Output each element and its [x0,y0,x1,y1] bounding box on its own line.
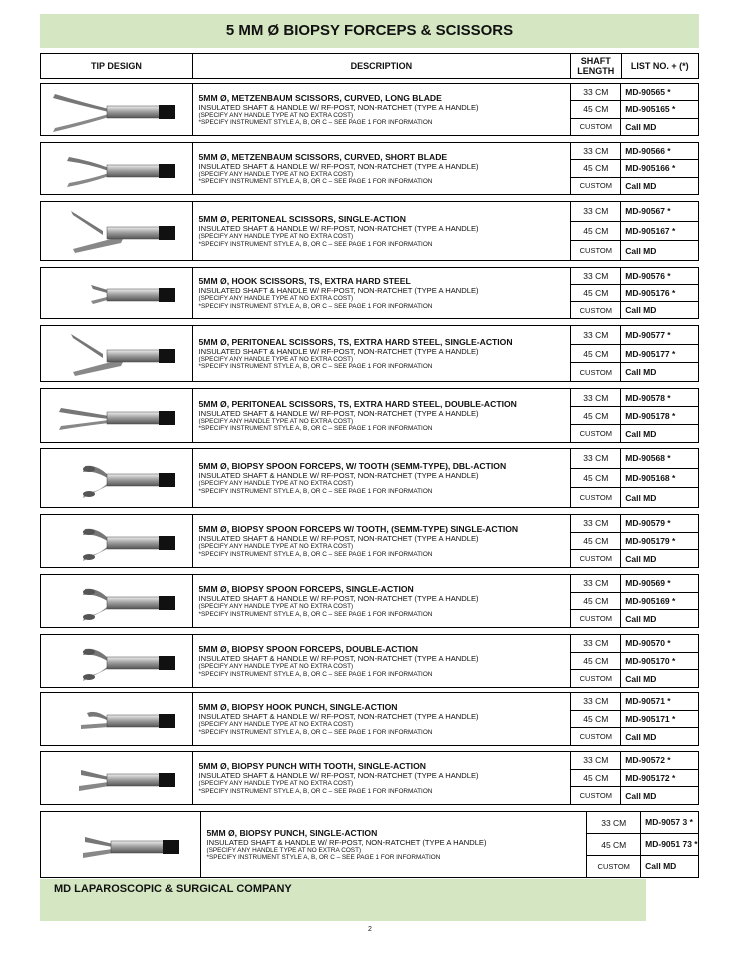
biopsy-spoon-forceps-icon [41,635,193,687]
list-number-cells [621,449,698,507]
list-number: MD-90569 * [621,575,698,593]
product-line-handle: (SPECIFY ANY HANDLE TYPE AT NO EXTRA COST) [198,111,354,119]
product-row [40,751,699,805]
shaft-length: 45 CM [571,101,620,118]
product-name: 5MM Ø, BIOPSY SPOON FORCEPS W/ TOOTH, (SEMM-TYPE) SINGLE-ACTION [198,524,519,534]
shaft-length: CUSTOM [579,122,612,132]
list-number: MD-905176 * [621,285,698,302]
shaft-length-cells [571,326,621,381]
table-header [40,53,699,79]
product-line-style: *SPECIFY INSTRUMENT STYLE A, B, OR C – SEE PAGE 1 FOR INFORMATION [198,425,433,432]
product-description [193,575,572,627]
list-number-cells [621,693,698,745]
list-number: MD-9051 73 * [641,834,698,856]
list-number: MD-905167 * [621,222,698,242]
product-description [193,752,572,804]
list-number: MD-90567 * [621,202,698,222]
list-number: MD-9057 3 * [641,812,698,834]
list-number: MD-905165 * [621,101,698,118]
page-title: 5 MM Ø BIOPSY FORCEPS & SCISSORS [40,14,699,48]
product-line-shaft: INSULATED SHAFT & HANDLE W/ RF-POST, NON-RATCHET (TYPE A HANDLE) [198,346,479,356]
product-description [193,635,572,687]
product-name: 5MM Ø, METZENBAUM SCISSORS, CURVED, SHORT BLADE [198,151,448,162]
peritoneal-scissors-icon [41,326,193,381]
shaft-length: CUSTOM [597,862,630,871]
shaft-length: CUSTOM [579,554,612,564]
product-name: 5MM Ø, PERITONEAL SCISSORS, TS, EXTRA HARD STEEL, SINGLE-ACTION [198,336,513,347]
shaft-length: CUSTOM [579,305,612,315]
list-number-cells [621,268,698,318]
list-number: MD-90566 * [621,143,698,160]
shaft-length: 33 CM [571,515,620,533]
product-description [201,812,588,877]
hook-scissors-icon [41,268,193,318]
shaft-length-cells [571,575,621,627]
shaft-length-cells [571,143,621,194]
product-line-handle: (SPECIFY ANY HANDLE TYPE AT NO EXTRA COST) [198,721,354,728]
product-row [40,83,699,136]
shaft-length: 33 CM [571,575,620,593]
list-number: Call MD [625,245,657,256]
footer [40,879,646,921]
shaft-length: 33 CM [571,143,620,160]
product-name: 5MM Ø, METZENBAUM SCISSORS, CURVED, LONG BLADE [198,92,442,103]
list-number: MD-905168 * [621,469,698,489]
list-number: Call MD [625,553,657,564]
product-line-handle: (SPECIFY ANY HANDLE TYPE AT NO EXTRA COST) [206,846,362,854]
shaft-length: CUSTOM [579,246,612,256]
shaft-length: 33 CM [571,389,620,407]
list-number: Call MD [645,861,677,871]
shaft-length: 33 CM [571,635,620,653]
shaft-length: 45 CM [587,834,640,856]
shaft-length: 33 CM [571,449,620,469]
product-line-style: *SPECIFY INSTRUMENT STYLE A, B, OR C – SEE PAGE 1 FOR INFORMATION [198,302,433,310]
list-number: MD-905172 * [621,770,698,788]
product-name: 5MM Ø, HOOK SCISSORS, TS, EXTRA HARD STEEL [198,276,411,286]
product-line-shaft: INSULATED SHAFT & HANDLE W/ RF-POST, NON-RATCHET (TYPE A HANDLE) [198,771,479,780]
product-line-handle: (SPECIFY ANY HANDLE TYPE AT NO EXTRA COST) [198,417,354,425]
shaft-length: CUSTOM [579,429,612,438]
list-number-cells [621,635,698,687]
product-row [40,514,699,568]
list-number: MD-90579 * [621,515,698,533]
list-number: Call MD [625,180,657,191]
product-line-handle: (SPECIFY ANY HANDLE TYPE AT NO EXTRA COST) [198,295,354,302]
header-shaft-length: SHAFT LENGTH [571,54,622,78]
shaft-length: CUSTOM [579,674,612,684]
product-line-handle: (SPECIFY ANY HANDLE TYPE AT NO EXTRA COST) [198,663,354,670]
shaft-length: CUSTOM [579,614,612,624]
peritoneal-scissors-icon [41,202,193,260]
list-number-cells [641,812,698,877]
shaft-length: 45 CM [571,533,620,551]
product-description [193,515,572,567]
list-number: MD-905169 * [621,593,698,611]
product-line-handle: (SPECIFY ANY HANDLE TYPE AT NO EXTRA COST) [198,233,354,240]
product-line-style: *SPECIFY INSTRUMENT STYLE A, B, OR C – SEE PAGE 1 FOR INFORMATION [198,787,433,795]
list-number: MD-905177 * [621,345,698,364]
list-number: Call MD [625,790,657,801]
list-number: Call MD [625,305,657,315]
list-number-cells [621,515,698,567]
product-line-style: *SPECIFY INSTRUMENT STYLE A, B, OR C – SEE PAGE 1 FOR INFORMATION [198,728,433,736]
product-line-shaft: INSULATED SHAFT & HANDLE W/ RF-POST, NON-RATCHET (TYPE A HANDLE) [198,534,479,543]
list-number: MD-90576 * [621,268,698,285]
product-line-style: *SPECIFY INSTRUMENT STYLE A, B, OR C – SEE PAGE 1 FOR INFORMATION [198,119,433,126]
product-line-shaft: INSULATED SHAFT & HANDLE W/ RF-POST, NON-RATCHET (TYPE A HANDLE) [198,224,479,233]
product-description [193,84,572,135]
product-row [40,448,699,508]
list-number: Call MD [625,367,657,378]
product-row [40,811,699,878]
product-name: 5MM Ø, BIOPSY SPOON FORCEPS, DOUBLE-ACTION [198,644,419,654]
product-name: 5MM Ø, BIOPSY HOOK PUNCH, SINGLE-ACTION [198,702,398,712]
shaft-length: CUSTOM [579,791,612,801]
list-number-cells [621,202,698,260]
scissors-curved-long-icon [41,84,193,135]
shaft-length: CUSTOM [579,493,612,503]
shaft-length: 45 CM [571,770,620,788]
list-number-cells [621,326,698,381]
product-line-handle: (SPECIFY ANY HANDLE TYPE AT NO EXTRA COST) [198,780,354,787]
page-number: 2 [368,926,372,933]
product-description [193,326,572,381]
shaft-length: 33 CM [571,84,620,101]
biopsy-punch-icon [41,812,201,877]
list-number: MD-90565 * [621,84,698,101]
list-number: Call MD [625,492,657,503]
product-row [40,388,699,443]
product-description [193,202,572,260]
list-number: MD-90570 * [621,635,698,653]
list-number: Call MD [625,613,657,624]
product-line-style: *SPECIFY INSTRUMENT STYLE A, B, OR C – SEE PAGE 1 FOR INFORMATION [198,363,433,370]
product-line-style: *SPECIFY INSTRUMENT STYLE A, B, OR C – SEE PAGE 1 FOR INFORMATION [198,670,433,678]
list-number: MD-90572 * [621,752,698,770]
product-name: 5MM Ø, BIOPSY PUNCH WITH TOOTH, SINGLE-ACTION [198,761,426,771]
product-line-shaft: INSULATED SHAFT & HANDLE W/ RF-POST, NON-RATCHET (TYPE A HANDLE) [198,161,479,171]
product-name: 5MM Ø, PERITONEAL SCISSORS, SINGLE-ACTION [198,214,406,224]
list-number: MD-90571 * [621,693,698,711]
list-number: Call MD [625,731,657,742]
shaft-length: 45 CM [571,285,620,302]
product-line-style: *SPECIFY INSTRUMENT STYLE A, B, OR C – SEE PAGE 1 FOR INFORMATION [198,487,433,495]
list-number: Call MD [625,121,657,132]
shaft-length: 33 CM [571,752,620,770]
product-description [193,143,572,194]
product-row [40,267,699,319]
shaft-length: 45 CM [571,653,620,671]
product-line-style: *SPECIFY INSTRUMENT STYLE A, B, OR C – SEE PAGE 1 FOR INFORMATION [198,550,433,558]
product-row [40,142,699,195]
list-number-cells [621,143,698,194]
header-description: DESCRIPTION [193,54,571,78]
product-name: 5MM Ø, BIOPSY SPOON FORCEPS, SINGLE-ACTION [198,584,414,594]
product-line-shaft: INSULATED SHAFT & HANDLE W/ RF-POST, NON-RATCHET (TYPE A HANDLE) [198,286,479,295]
shaft-length-cells [571,515,621,567]
shaft-length: 45 CM [571,160,620,177]
shaft-length-cells [587,812,641,877]
biopsy-spoon-forceps-icon [41,515,193,567]
product-line-shaft: INSULATED SHAFT & HANDLE W/ RF-POST, NON-RATCHET (TYPE A HANDLE) [198,408,479,418]
product-line-style: *SPECIFY INSTRUMENT STYLE A, B, OR C – SEE PAGE 1 FOR INFORMATION [206,854,441,861]
biopsy-hook-punch-icon [41,693,193,745]
shaft-length: CUSTOM [579,367,612,377]
scissors-double-action-icon [41,389,193,442]
product-line-shaft: INSULATED SHAFT & HANDLE W/ RF-POST, NON-RATCHET (TYPE A HANDLE) [198,654,479,663]
product-row [40,574,699,628]
product-line-handle: (SPECIFY ANY HANDLE TYPE AT NO EXTRA COST) [198,170,354,178]
shaft-length-cells [571,693,621,745]
shaft-length: 45 CM [571,222,620,242]
shaft-length-cells [571,752,621,804]
list-number-cells [621,575,698,627]
shaft-length: CUSTOM [579,181,612,191]
shaft-length: 45 CM [571,345,620,364]
list-number: MD-90578 * [621,389,698,407]
product-line-shaft: INSULATED SHAFT & HANDLE W/ RF-POST, NON-RATCHET (TYPE A HANDLE) [198,712,479,721]
shaft-length-cells [571,389,621,442]
product-line-shaft: INSULATED SHAFT & HANDLE W/ RF-POST, NON-RATCHET (TYPE A HANDLE) [198,102,479,112]
list-number: MD-90577 * [621,326,698,345]
header-list-no: LIST NO. + (*) [630,61,689,71]
list-number: MD-90568 * [621,449,698,469]
shaft-length: 45 CM [571,469,620,489]
product-line-style: *SPECIFY INSTRUMENT STYLE A, B, OR C – SEE PAGE 1 FOR INFORMATION [198,240,433,248]
product-line-handle: (SPECIFY ANY HANDLE TYPE AT NO EXTRA COST) [198,603,354,610]
product-line-handle: (SPECIFY ANY HANDLE TYPE AT NO EXTRA COST) [198,480,354,487]
product-row [40,692,699,746]
product-row [40,201,699,261]
product-line-shaft: INSULATED SHAFT & HANDLE W/ RF-POST, NON-RATCHET (TYPE A HANDLE) [206,837,487,847]
list-number: MD-905178 * [621,407,698,425]
product-line-handle: (SPECIFY ANY HANDLE TYPE AT NO EXTRA COST) [198,355,354,363]
product-row [40,325,699,382]
biopsy-spoon-forceps-icon [41,575,193,627]
biopsy-punch-icon [41,752,193,804]
shaft-length: 33 CM [571,268,620,285]
shaft-length-cells [571,84,621,135]
shaft-length: 33 CM [571,202,620,222]
list-number-cells [621,752,698,804]
list-number: MD-905179 * [621,533,698,551]
product-row [40,634,699,688]
product-line-style: *SPECIFY INSTRUMENT STYLE A, B, OR C – SEE PAGE 1 FOR INFORMATION [198,610,433,618]
shaft-length-cells [571,449,621,507]
product-description [193,693,572,745]
product-description [193,449,572,507]
list-number: Call MD [625,428,657,439]
product-name: 5MM Ø, BIOPSY PUNCH, SINGLE-ACTION [206,827,378,838]
product-name: 5MM Ø, BIOPSY SPOON FORCEPS, W/ TOOTH (SEMM-TYPE), DBL-ACTION [198,461,507,471]
shaft-length-cells [571,268,621,318]
list-number: Call MD [625,673,657,684]
list-number: MD-905171 * [621,711,698,729]
shaft-length-cells [571,202,621,260]
product-line-shaft: INSULATED SHAFT & HANDLE W/ RF-POST, NON-RATCHET (TYPE A HANDLE) [198,471,479,480]
shaft-length-cells [571,635,621,687]
list-number: MD-905170 * [621,653,698,671]
shaft-length: 45 CM [571,407,620,425]
shaft-length: 45 CM [571,711,620,729]
scissors-curved-short-icon [41,143,193,194]
product-name: 5MM Ø, PERITONEAL SCISSORS, TS, EXTRA HARD STEEL, DOUBLE-ACTION [198,398,517,409]
shaft-length: 33 CM [571,326,620,345]
list-number: MD-905166 * [621,160,698,177]
header-tip-design: TIP DESIGN [41,54,193,78]
list-number-cells [621,84,698,135]
product-line-handle: (SPECIFY ANY HANDLE TYPE AT NO EXTRA COST) [198,543,354,550]
product-description [193,268,572,318]
shaft-length: 33 CM [587,812,640,834]
company-name: MD LAPAROSCOPIC & SURGICAL COMPANY [54,883,292,895]
shaft-length: CUSTOM [579,732,612,742]
product-description [193,389,572,442]
shaft-length: 45 CM [571,593,620,611]
shaft-length: 33 CM [571,693,620,711]
product-line-shaft: INSULATED SHAFT & HANDLE W/ RF-POST, NON-RATCHET (TYPE A HANDLE) [198,594,479,603]
list-number-cells [621,389,698,442]
biopsy-spoon-forceps-icon [41,449,193,507]
product-line-style: *SPECIFY INSTRUMENT STYLE A, B, OR C – SEE PAGE 1 FOR INFORMATION [198,178,433,185]
